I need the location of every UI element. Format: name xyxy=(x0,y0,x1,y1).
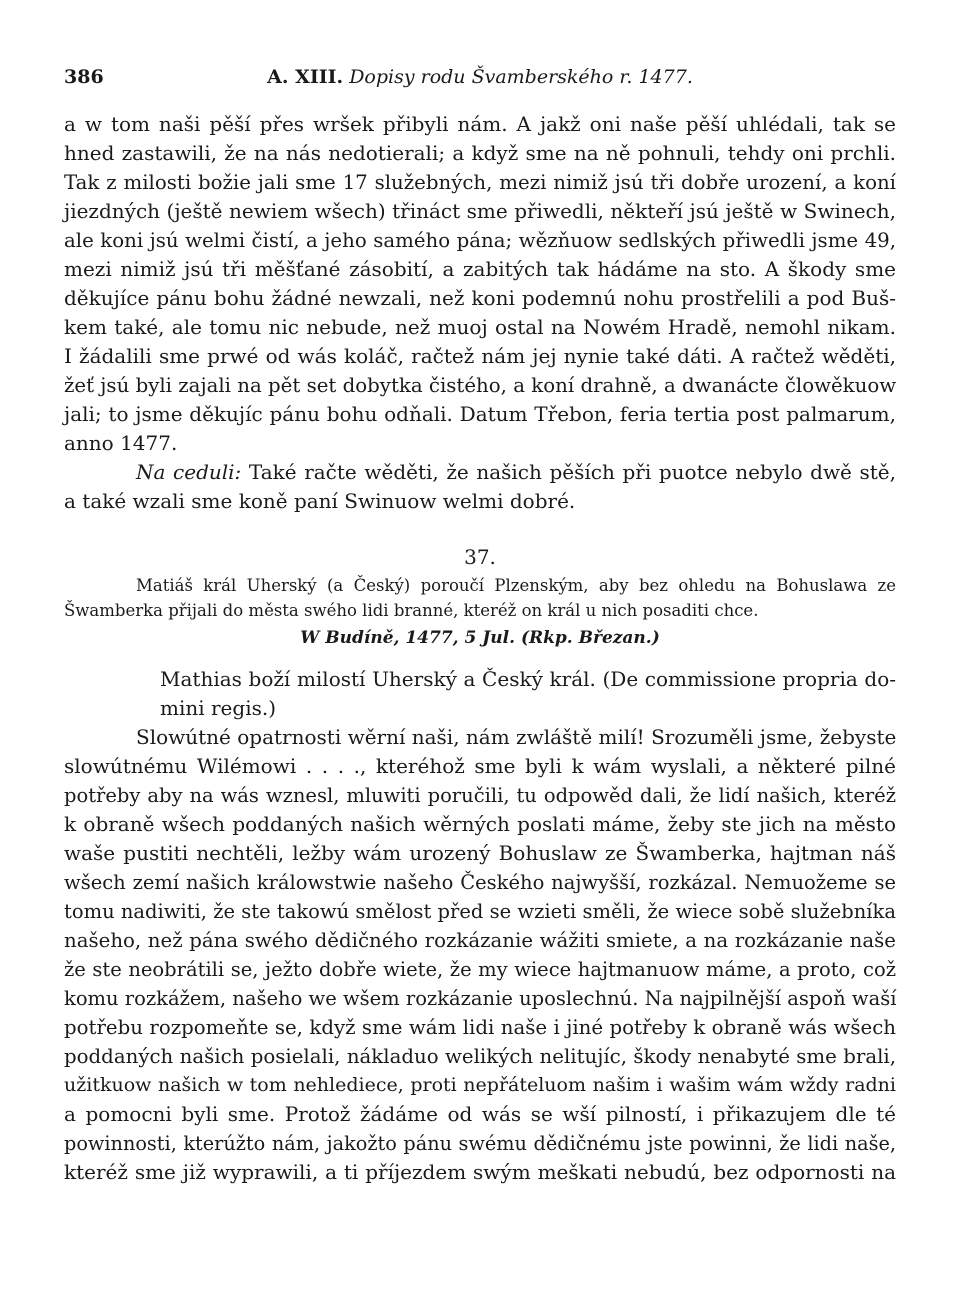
document-number: 37. xyxy=(464,545,496,569)
text-line: poddaných našich posielali, nákladuo welikých nelitujíc, škody nenabyté sme brali, xyxy=(64,1045,896,1068)
text-line: že ste neobrátili se, ježto dobře wiete, že my wiece hajtmanuow máme, a proto, což xyxy=(64,958,896,981)
postscript-text: Také račte wěděti, že našich pěších při puotce nebylo dwě stě, xyxy=(248,460,896,484)
text-line: anno 1477. xyxy=(64,431,178,455)
text-line: wšech zemí našich králowstwie našeho Českého najwyšší, rozkázal. Nemuožeme se xyxy=(64,871,896,894)
page-number: 386 xyxy=(64,66,104,88)
regest-line: Matiáš král Uherský (a Český) poroučí Plzenským, aby bez ohledu na Bohuslawa ze xyxy=(136,576,896,595)
text-line: Slowútné opatrnosti wěrní naši, nám zwláště milí! Srozuměli jsme, žebyste xyxy=(136,725,897,749)
letter-37-text xyxy=(64,723,896,1187)
running-header xyxy=(64,66,896,96)
text-line: kteréž sme již wyprawili, a ti příjezdem swým meškati nebudú, bez odpornosti na xyxy=(64,1160,896,1184)
text-line: slowútnému Wilémowi . . . ., kteréhož sme byli k wám wyslali, a některé pilné xyxy=(64,754,896,778)
text-line: a w tom naši pěší přes wršek přibyli nám. A jakž oni naše pěší uhlédali, tak se xyxy=(64,112,896,136)
text-line: děkujíce pánu bohu žádné newzali, než koni podemnú nohu prostřelili a pod Buš- xyxy=(64,286,896,310)
postscript xyxy=(64,458,896,516)
postscript-label: Na ceduli: xyxy=(136,460,242,484)
text-line: komu rozkážem, našeho we wšem rozkázanie uposlechnú. Na najpilnější aspoň waší xyxy=(64,987,897,1010)
section-label: A. XIII. xyxy=(267,66,344,88)
spacer xyxy=(64,653,896,665)
text-line: ale koni jsú welmi čistí, a jeho samého pána; wězňuow sedlských přiwedli jsme 49, xyxy=(64,229,896,252)
text-line: I žádalili sme prwé od wás koláč, račtež nám jej nynie také dáti. A račtež wěděti, xyxy=(64,344,896,368)
intitulatio-line: Mathias boží milostí Uherský a Český král. (De commissione propria do- xyxy=(160,667,896,691)
text-line: mezi nimiž jsú tři měšťané zásobití, a zabitých tak hádáme na sto. A škody sme xyxy=(64,257,896,281)
text-line: a pomocni byli sme. Protož žádáme od wás se wší pilností, i přikazujem dle té xyxy=(64,1102,896,1126)
intitulatio-line: mini regis.) xyxy=(160,696,277,720)
place-and-date: W Budíně, 1477, 5 Jul. (Rkp. Březan.) xyxy=(300,628,660,648)
text-line: našeho, než pána swého dědičného rozkázanie wážiti smiete, a na rozkázanie naše xyxy=(64,929,896,952)
text-line: potřebu rozpomeňte se, když sme wám lidi naše i jiné potřeby k obraně wás wšech xyxy=(64,1016,896,1039)
running-title: Dopisy rodu Švamberského r. 1477. xyxy=(349,66,693,88)
postscript-line: a také wzali sme koně paní Swinuow welmi dobré. xyxy=(64,489,576,513)
text-line: Tak z milosti božie jali sme 17 služebných, mezi nimiž jsú tři dobře urození, a koní xyxy=(64,171,896,194)
text-line: užitkuow našich w tom nehlediece, proti nepřáteluom našim i wašim wám wždy radni xyxy=(64,1074,896,1096)
text-line: hned zastawili, že na nás nedotierali; a když sme na ně pohnuli, tehdy oni prchli. xyxy=(64,141,896,165)
text-line: waše pustiti nechtěli, ležby wám urozený Bohuslaw ze Šwamberka, hajtman náš xyxy=(64,841,896,865)
regest-line: Šwamberka přijali do města swého lidi branné, kteréž on král u nich posaditi chce. xyxy=(64,601,759,620)
postscript-line xyxy=(64,458,896,487)
page-body xyxy=(64,110,896,1187)
text-line: kem také, ale tomu nic nebude, než muoj ostal na Nowém Hradě, nemohl nikam. xyxy=(64,315,896,339)
text-line: k obraně wšech poddaných našich wěrných poslati máme, žeby ste jich na město xyxy=(64,812,896,836)
letter-36-text xyxy=(64,110,896,458)
text-line: powinnosti, kterúžto nám, jakožto pánu swému dědičnému jste powinni, že lidi naše, xyxy=(64,1132,896,1155)
text-line: potřeby aby na wás wznesl, mluwiti poručili, tu odpowěd dali, že lidí našich, kteréž xyxy=(64,784,896,807)
text-line: tomu nadiwiti, že ste takowú smělost před se wzieti směli, že wiece sobě služebníka xyxy=(64,900,896,923)
regest xyxy=(64,573,896,623)
text-line: žeť jsú byli zajali na pět set dobytka čistého, a koní drahně, a dwanácte člowěkuow xyxy=(64,374,897,397)
text-line: jali; to jsme děkujíc pánu bohu odňali. Datum Třebon, feria tertia post palmarum, xyxy=(64,402,896,426)
running-title-block xyxy=(64,66,896,88)
spacer xyxy=(64,516,896,541)
text-line: jiezdných (ještě newiem wšech) třináct sme přiwedli, někteří jsú ještě w Swinech, xyxy=(64,199,896,223)
intitulatio xyxy=(64,665,896,723)
